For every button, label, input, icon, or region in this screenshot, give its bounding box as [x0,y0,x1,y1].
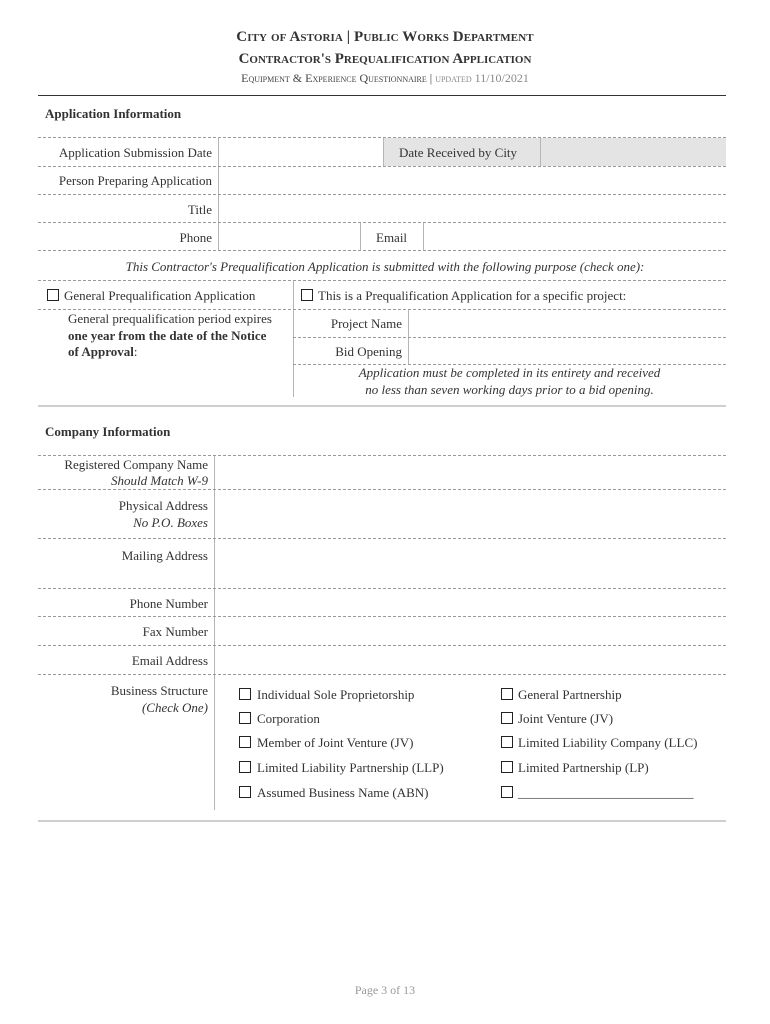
cell-divider [360,223,361,250]
section-divider [38,820,726,822]
structure-option-label: Individual Sole Proprietorship [257,687,415,702]
business-structure-hint: (Check One) [141,700,208,715]
specific-project-label: This is a Prequalification Application for a specific project: [318,288,627,303]
divider [38,645,726,646]
divider [38,222,726,223]
divider [38,166,726,167]
structure-option-label: Limited Liability Partnership (LLP) [257,760,444,775]
header-updated-date: updated 11/10/2021 [435,71,529,85]
section-title-company-information: Company Information [45,424,171,439]
divider [38,309,726,310]
section-title-application-information: Application Information [45,106,182,121]
bid-opening-label: Bid Opening [335,344,402,359]
section-divider [38,405,726,407]
header-subtitle [0,71,770,86]
general-note-bold: of Approval [68,344,134,359]
title-label: Title [187,202,212,217]
header-form-title: Contractor's Prequalification Application [238,51,532,67]
general-note-line-2: one year from the date of the Notice [68,328,267,343]
structure-checkbox-llc[interactable] [501,736,513,748]
structure-option-label: Joint Venture (JV) [518,711,614,726]
structure-checkbox-llp[interactable] [239,761,251,773]
company-phone-label: Phone Number [129,596,208,611]
header-divider [38,95,726,96]
mailing-address-label: Mailing Address [121,548,208,563]
email-label: Email [376,230,408,245]
fax-label: Fax Number [142,624,208,639]
general-prequalification-label: General Prequalification Application [64,288,256,303]
structure-option-label: Limited Partnership (LP) [518,760,649,775]
structure-option-label: Assumed Business Name (ABN) [257,785,429,800]
header-questionnaire: Equipment & Experience Questionnaire | [241,71,436,85]
divider [38,616,726,617]
divider [38,455,726,456]
structure-checkbox-corporation[interactable] [239,712,251,724]
structure-checkbox-lp[interactable] [501,761,513,773]
page-number: Page 3 of 13 [354,983,416,997]
structure-option-label: Limited Liability Company (LLC) [518,735,698,750]
general-prequalification-checkbox[interactable] [47,289,59,301]
date-received-label: Date Received by City [399,145,518,160]
business-structure-label: Business Structure [110,683,208,698]
submission-date-label: Application Submission Date [58,145,212,160]
specific-project-checkbox[interactable] [301,289,313,301]
purpose-instruction: This Contractor's Prequalification Application is submitted with the following purpose (check one): [125,259,645,274]
structure-checkbox-joint-venture[interactable] [501,712,513,724]
specific-note-line-2: no less than seven working days prior to a bid opening. [365,382,654,397]
divider [38,250,726,251]
physical-address-label: Physical Address [118,498,208,513]
specific-note-line-1: Application must be completed in its entirety and received [358,365,661,380]
divider [38,280,726,281]
structure-other-blank[interactable]: ___________________________ [518,785,694,800]
registered-name-label: Registered Company Name [64,457,208,472]
divider [38,674,726,675]
cell-divider [423,223,424,250]
divider [38,538,726,539]
person-preparing-label: Person Preparing Application [58,173,212,188]
label-column-divider [214,456,215,810]
phone-label: Phone [179,230,212,245]
project-name-label: Project Name [330,316,402,331]
cell-divider [383,138,384,166]
divider [38,194,726,195]
cell-divider [540,138,541,166]
header-city-department: City of Astoria | Public Works Department [236,29,534,45]
structure-checkbox-general-partnership[interactable] [501,688,513,700]
structure-option-label: General Partnership [518,687,622,702]
general-note-line-1: General prequalification period expires [68,311,272,326]
structure-option-label: Corporation [257,711,320,726]
structure-checkbox-abn[interactable] [239,786,251,798]
company-email-label: Email Address [131,653,208,668]
structure-checkbox-member-jv[interactable] [239,736,251,748]
registered-name-hint: Should Match W-9 [111,473,208,488]
structure-checkbox-other[interactable] [501,786,513,798]
divider [38,588,726,589]
divider [293,337,726,338]
structure-option-label: Member of Joint Venture (JV) [257,735,414,750]
general-note-line-3 [68,344,137,360]
divider [38,489,726,490]
general-note-colon: : [133,344,138,359]
structure-checkbox-sole-proprietorship[interactable] [239,688,251,700]
physical-address-hint: No P.O. Boxes [133,515,208,530]
